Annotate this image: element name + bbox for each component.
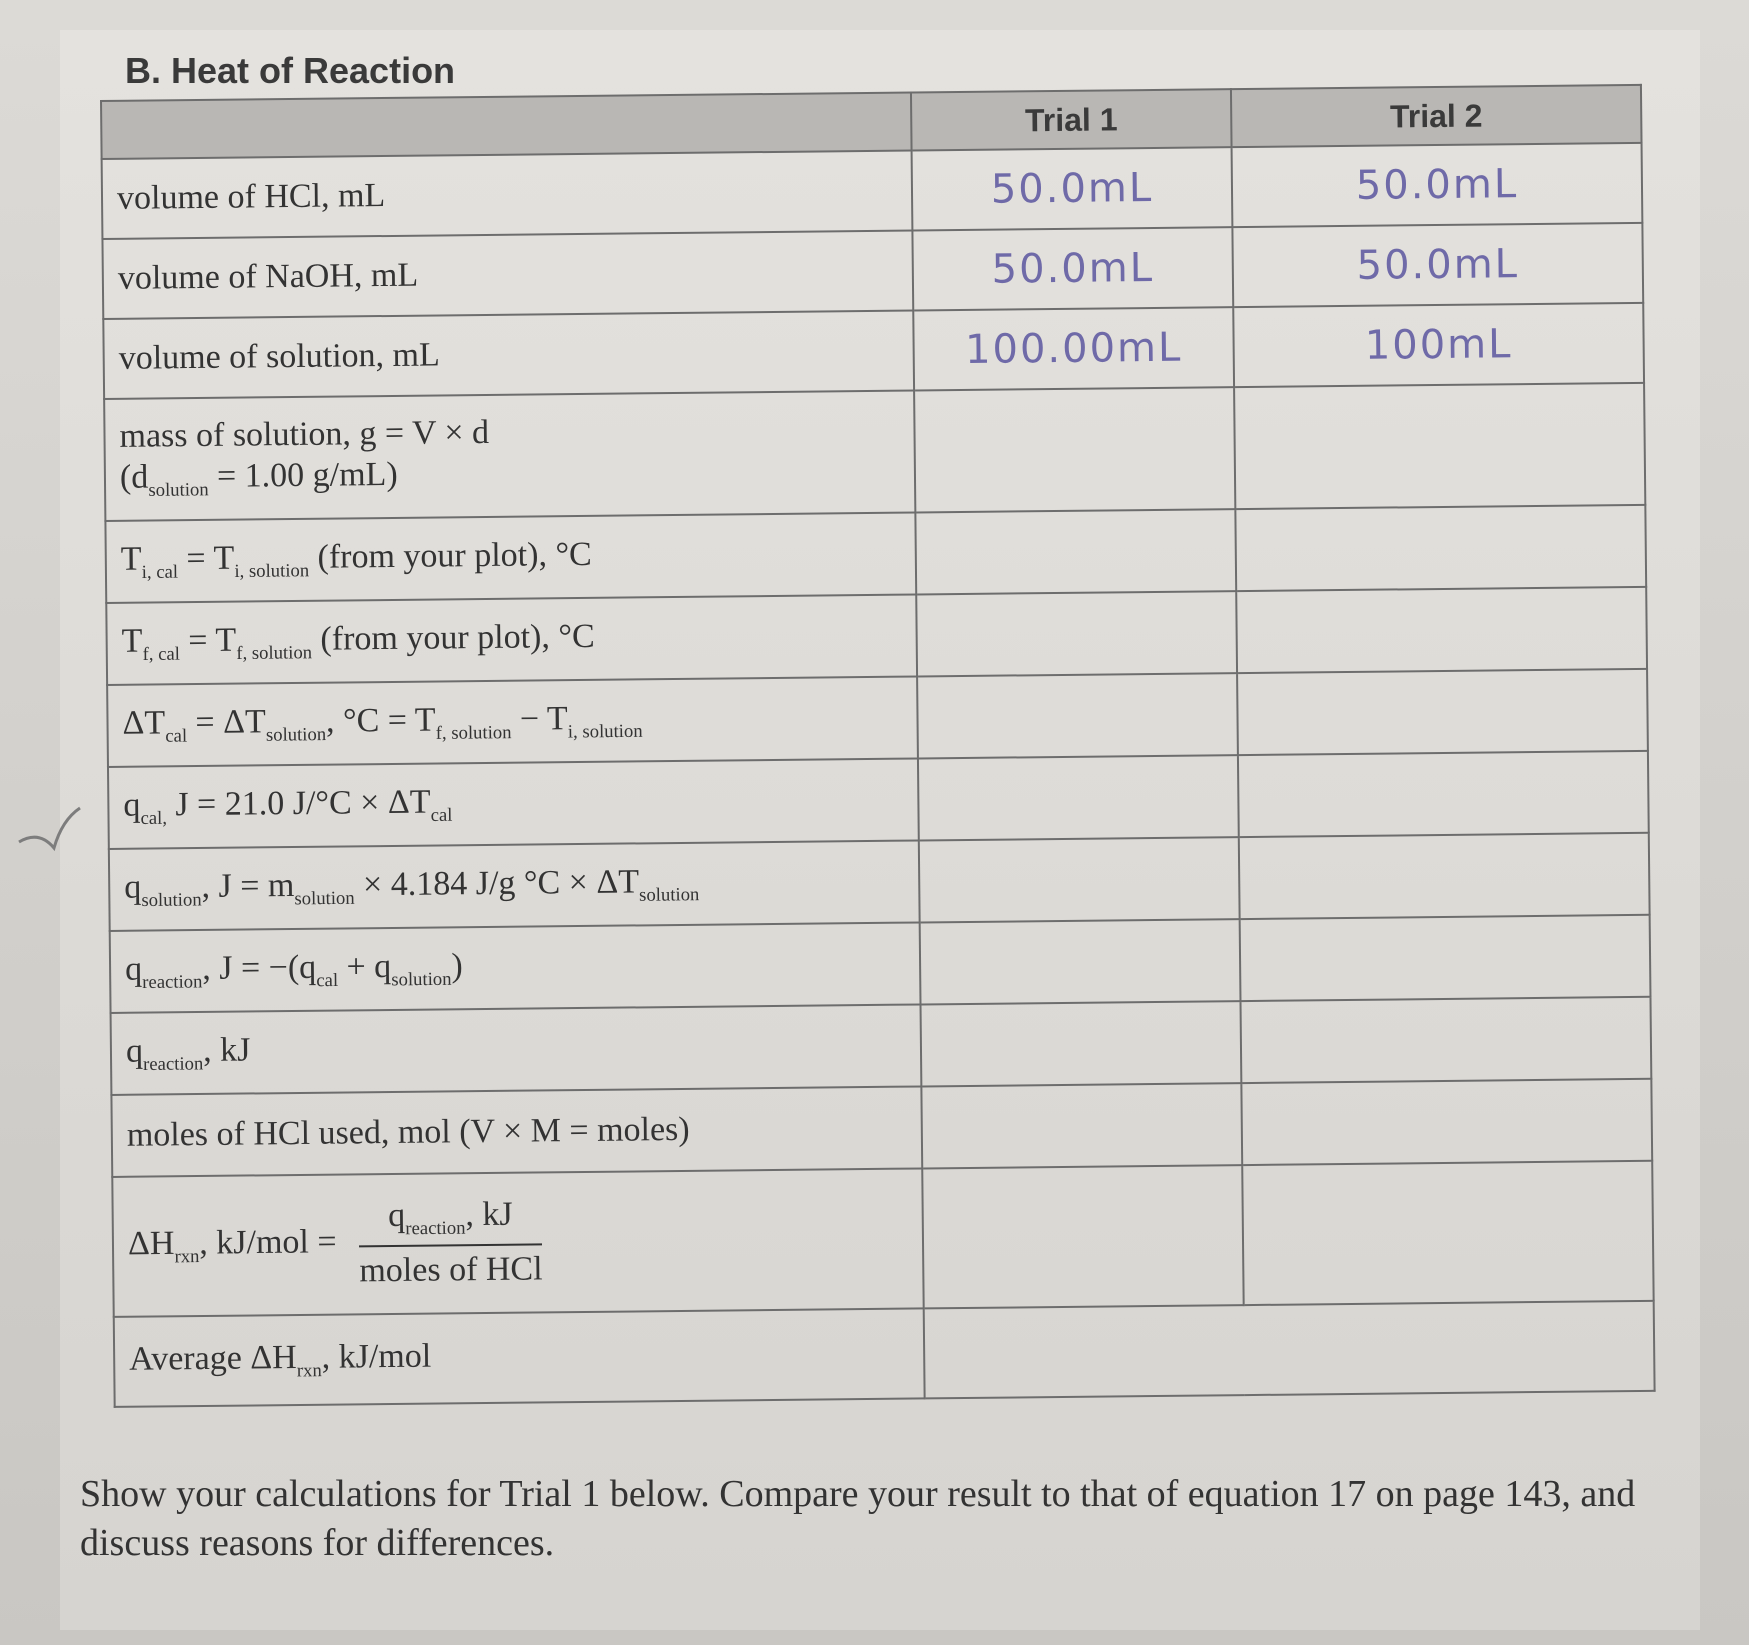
row-label-q-reaction-j: $q_{reaction}$, $J = -(q_{cal} + q_{solution})$ (110, 922, 921, 1012)
trial1-volume-naoh: 50.0mL (912, 227, 1233, 310)
row-label-volume-solution: volume of solution, mL (103, 310, 914, 398)
trial2-volume-naoh: 50.0mL (1232, 223, 1643, 307)
trial2-delta-t (1237, 669, 1648, 755)
header-trial-1: Trial 1 (911, 89, 1232, 150)
row-label-moles-hcl: moles of HCl used, mol (V × M = moles) (111, 1086, 922, 1176)
trial2-moles-hcl (1241, 1079, 1652, 1165)
row-label-q-solution: $q_{solution}$, $J = m_{solution} \times 4.184$ J/g $^\circ C \times \Delta T_{solution}$ (109, 840, 920, 930)
row-label-volume-hcl: volume of HCl, mL (102, 151, 913, 239)
row-label-delta-h: $\Delta H_{rxn}$, kJ/mol = $\frac{q_{reaction}, kJ}{\text{moles of HCl}}$ (112, 1168, 923, 1316)
trial1-q-solution (919, 837, 1240, 922)
trial1-q-reaction-kj (921, 1001, 1242, 1086)
trial1-delta-t (917, 673, 1238, 758)
trial1-delta-h (922, 1165, 1243, 1308)
trial2-volume-hcl: 50.0mL (1232, 143, 1643, 227)
trial2-q-solution (1239, 833, 1650, 919)
trial2-q-reaction-kj (1240, 997, 1651, 1083)
trial1-moles-hcl (921, 1083, 1242, 1168)
row-label-volume-naoh: volume of NaOH, mL (102, 230, 913, 318)
average-delta-h-value (924, 1301, 1655, 1399)
table-row (108, 751, 1649, 849)
row-label-average-delta-h: Average $\Delta H_{rxn}$, kJ/mol (114, 1308, 925, 1406)
header-blank (101, 93, 912, 159)
table-row (109, 833, 1650, 931)
table-row (110, 915, 1651, 1013)
trial1-mass-solution (914, 387, 1235, 512)
row-label-mass-solution: mass of solution, g = V × d ($d_{solution} = 1.00$ g/mL) (104, 390, 915, 520)
table-row (111, 1079, 1652, 1177)
trial1-volume-hcl: 50.0mL (912, 147, 1233, 230)
trial2-initial-temp (1235, 505, 1646, 591)
trial2-final-temp (1236, 587, 1647, 673)
table-row (104, 383, 1645, 521)
trial1-q-cal (918, 755, 1239, 840)
trial2-volume-solution: 100mL (1233, 303, 1644, 387)
row-label-q-cal: $q_{cal,}$ J = 21.0 $J/^\circ C \times \Delta T_{cal}$ (108, 758, 919, 848)
heat-of-reaction-table (100, 84, 1656, 1408)
table-row (114, 1301, 1655, 1407)
section-title: B. Heat of Reaction (125, 50, 456, 91)
trial2-q-cal (1238, 751, 1649, 837)
table-row (106, 587, 1647, 685)
checkmark-icon (14, 800, 84, 860)
instructions-text: Show your calculations for Trial 1 below. Compare your result to that of equation 17 on page 143, and discuss reasons for differences. (80, 1473, 1636, 1565)
row-label-initial-temp: $T_{i, cal} = T_{i, solution}$ (from your plot), °C (105, 512, 916, 602)
trial1-final-temp (916, 591, 1237, 676)
table-row (105, 505, 1646, 603)
table-row (111, 997, 1652, 1095)
row-label-final-temp: $T_{f, cal} = T_{f, solution}$ (from your plot), °C (106, 594, 917, 684)
trial1-initial-temp (915, 509, 1236, 594)
header-trial-2: Trial 2 (1231, 85, 1642, 147)
row-label-delta-t: $\Delta T_{cal} = \Delta T_{solution}$, $^\circ C = T_{f, solution} - T_{i, solution}$ (107, 676, 918, 766)
trial2-mass-solution (1234, 383, 1645, 509)
trial1-q-reaction-j (920, 919, 1241, 1004)
trial1-volume-solution: 100.00mL (913, 307, 1234, 390)
trial2-q-reaction-j (1240, 915, 1651, 1001)
row-label-q-reaction-kj: $q_{reaction}$, kJ (111, 1004, 922, 1094)
fraction: $\frac{q_{reaction}, kJ}{\text{moles of HCl}}$ (359, 1195, 543, 1290)
trial2-delta-h (1242, 1161, 1653, 1305)
table-row (112, 1161, 1653, 1317)
table-row (107, 669, 1648, 767)
